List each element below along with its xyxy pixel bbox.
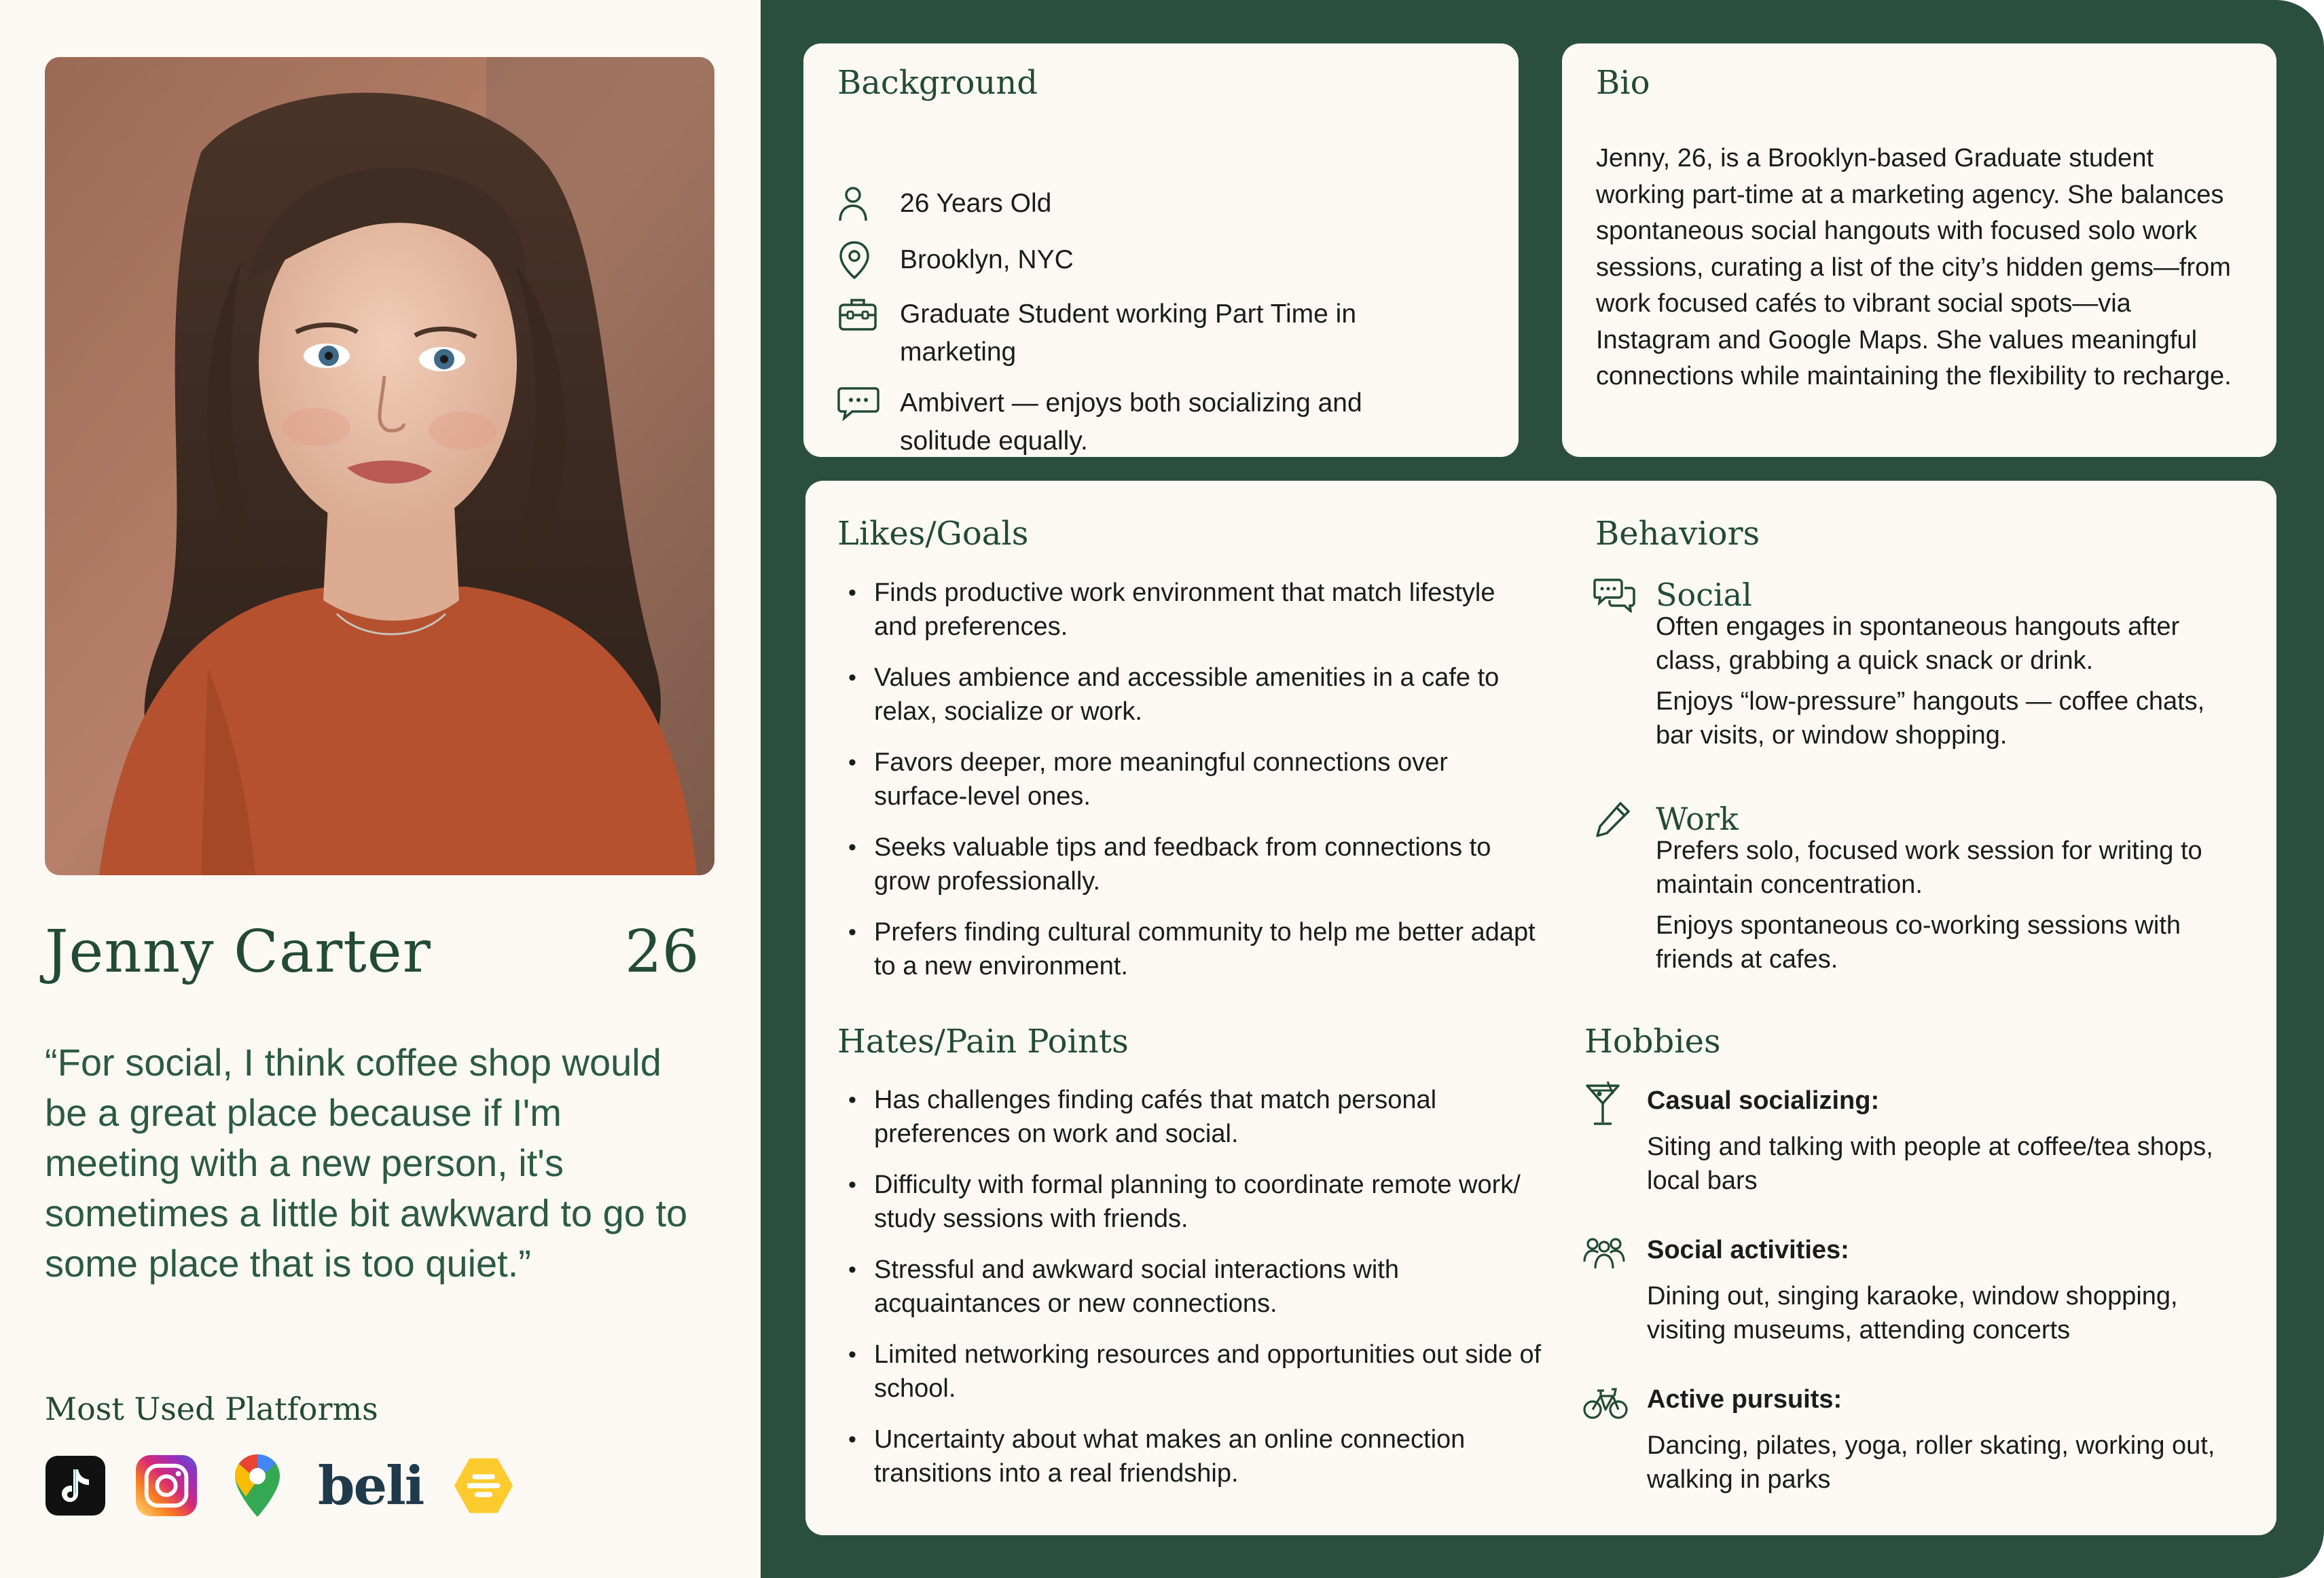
background-row-text: Ambivert — enjoys both socializing and solitude equally. xyxy=(900,388,1362,456)
list-item: • Finds productive work environment that match lifestyle and preferences. xyxy=(837,576,1544,644)
persona-quote: “For social, I think coffee shop would be a great place because if I'm meeting with a new person, it's sometimes a little bit awkward to go to some place that is too quiet.” xyxy=(45,1041,688,1285)
bio-title: Bio xyxy=(1596,64,1650,102)
bicycle-icon xyxy=(1583,1382,1633,1423)
persona-age: 26 xyxy=(625,918,700,986)
background-row-text: Graduate Student working Part Time in marketing xyxy=(900,299,1357,367)
behavior-social xyxy=(1593,576,2245,763)
list-item: • Difficulty with formal planning to coordinate remote work/ study sessions with friends. xyxy=(837,1168,1544,1236)
briefcase-icon xyxy=(837,295,882,333)
list-item: • Prefers finding cultural community to help me better adapt to a new environment. xyxy=(837,915,1544,983)
bio-text: Jenny, 26, is a Brooklyn-based Graduate student working part-time at a marketing agency. She balances spontaneous social hangouts with focused solo work sessions, curating a list of the city’s hidden gems—from work focused cafés to vibrant social spots—via Instagram and Google Maps. She values meaningful connections while maintaining the flexibility to recharge. xyxy=(1596,144,2232,390)
hobby-title: Active pursuits: xyxy=(1647,1385,1842,1414)
list-item: • Limited networking resources and opportunities out side of school. xyxy=(837,1338,1544,1406)
chat-bubble-icon xyxy=(837,384,882,422)
bumble-icon xyxy=(453,1455,514,1516)
list-item: • Stressful and awkward social interactions with acquaintances or new connections. xyxy=(837,1253,1544,1321)
hobby-title: Social activities: xyxy=(1647,1236,1849,1264)
background-title: Background xyxy=(837,64,1038,102)
behavior-work xyxy=(1593,800,2245,987)
platforms-title: Most Used Platforms xyxy=(45,1391,378,1427)
behavior-work-title: Work xyxy=(1656,801,1739,837)
hobby-desc: Siting and talking with people at coffee/tea shops, local bars xyxy=(1647,1133,2213,1195)
behavior-work-text: Prefers solo, focused work session for writing to maintain concentration. xyxy=(1656,837,2202,899)
hobbies-title: Hobbies xyxy=(1584,1023,1721,1061)
likes-list xyxy=(837,576,1544,1000)
cocktail-icon xyxy=(1583,1084,1633,1124)
hobby-item xyxy=(1583,1233,2262,1347)
bio-card xyxy=(1562,43,2276,457)
chat-bubbles-icon xyxy=(1593,576,1641,614)
hobby-title: Casual socializing: xyxy=(1647,1086,1880,1115)
profile-photo xyxy=(45,57,714,875)
people-group-icon xyxy=(1583,1233,1633,1274)
background-row-occupation xyxy=(837,295,1443,371)
list-item: • Seeks valuable tips and feedback from connections to grow professionally. xyxy=(837,830,1544,898)
likes-title: Likes/Goals xyxy=(837,515,1029,553)
details-card xyxy=(805,481,2276,1535)
behavior-work-text: Enjoys spontaneous co-working sessions with friends at cafes. xyxy=(1656,911,2181,974)
person-icon xyxy=(837,185,882,223)
pencil-icon xyxy=(1593,800,1641,838)
profile-panel xyxy=(0,0,761,1578)
background-row-text: 26 Years Old xyxy=(900,189,1052,218)
hates-list xyxy=(837,1083,1544,1507)
list-item: • Has challenges finding cafés that match personal preferences on work and social. xyxy=(837,1083,1544,1151)
behavior-social-text: Often engages in spontaneous hangouts after class, grabbing a quick snack or drink. xyxy=(1656,612,2180,675)
platforms-list xyxy=(45,1452,514,1520)
background-card xyxy=(803,43,1519,457)
background-row-age xyxy=(837,185,1443,223)
list-item: • Uncertainty about what makes an online connection transitions into a real friendship. xyxy=(837,1423,1544,1490)
hates-title: Hates/Pain Points xyxy=(837,1023,1129,1061)
behavior-social-text: Enjoys “low-pressure” hangouts — coffee chats, bar visits, or window shopping. xyxy=(1656,687,2205,750)
persona-name: Jenny Carter xyxy=(45,918,431,986)
instagram-icon xyxy=(136,1455,197,1516)
background-row-location xyxy=(837,241,1443,279)
google-maps-icon xyxy=(227,1455,288,1516)
list-item: • Favors deeper, more meaningful connections over surface-level ones. xyxy=(837,746,1544,813)
location-pin-icon xyxy=(837,241,882,279)
beli-logo: beli xyxy=(318,1454,424,1517)
hobby-desc: Dancing, pilates, yoga, roller skating, working out, walking in parks xyxy=(1647,1431,2215,1494)
hobby-item xyxy=(1583,1382,2262,1497)
background-row-personality xyxy=(837,384,1443,460)
background-row-text: Brooklyn, NYC xyxy=(900,245,1074,274)
behavior-social-title: Social xyxy=(1656,576,1752,613)
list-item: • Values ambience and accessible amenities in a cafe to relax, socialize or work. xyxy=(837,661,1544,729)
hobby-desc: Dining out, singing karaoke, window shopping, visiting museums, attending concerts xyxy=(1647,1282,2178,1344)
tiktok-icon xyxy=(45,1455,106,1516)
behaviors-title: Behaviors xyxy=(1595,515,1760,553)
hobby-item xyxy=(1583,1084,2262,1198)
